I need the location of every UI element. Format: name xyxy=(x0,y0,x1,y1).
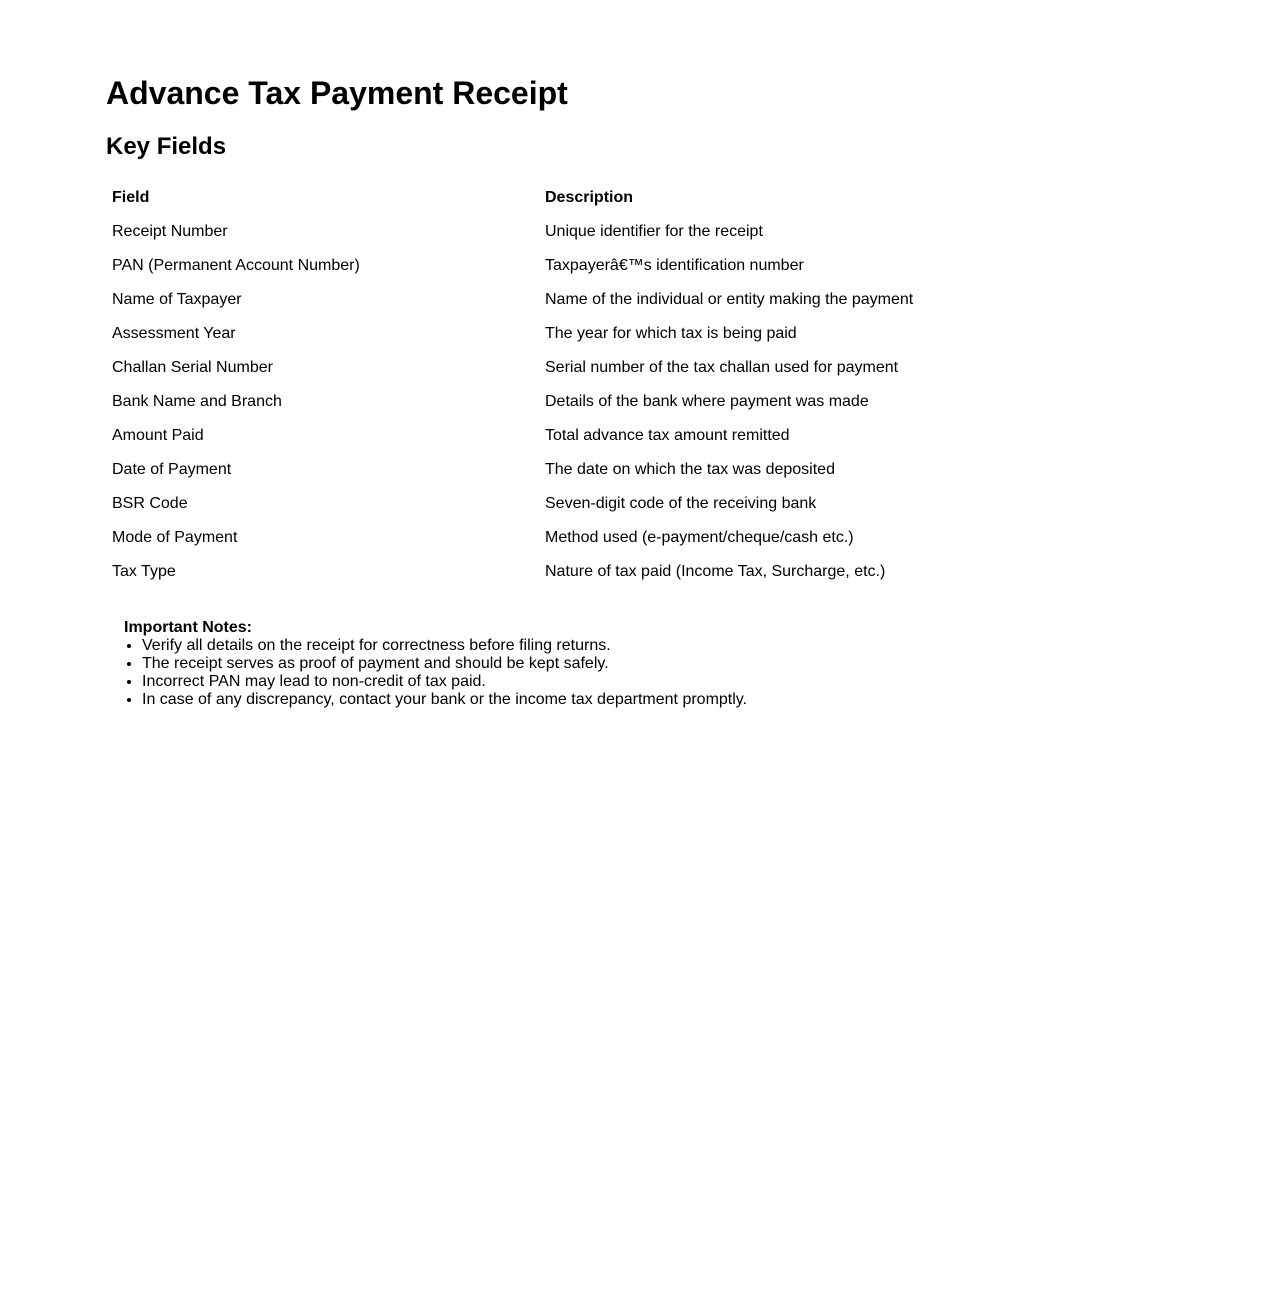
important-notes xyxy=(124,619,747,709)
table-row xyxy=(106,555,1151,589)
field-name: Assessment Year xyxy=(112,325,236,342)
field-description: Nature of tax paid (Income Tax, Surcharge, etc.) xyxy=(545,563,886,580)
field-description: The year for which tax is being paid xyxy=(545,325,797,342)
table-row xyxy=(106,283,1151,317)
field-description: Unique identifier for the receipt xyxy=(545,223,763,240)
field-name: PAN (Permanent Account Number) xyxy=(112,257,360,274)
field-description: Serial number of the tax challan used for payment xyxy=(545,359,899,376)
note-item: • In case of any discrepancy, contact your bank or the income tax department promptly. xyxy=(142,691,747,709)
field-name: Date of Payment xyxy=(112,461,232,478)
field-name: Bank Name and Branch xyxy=(112,393,282,410)
note-item: • The receipt serves as proof of payment and should be kept safely. xyxy=(142,655,747,673)
field-description: Seven-digit code of the receiving bank xyxy=(545,495,817,512)
page-title: Advance Tax Payment Receipt xyxy=(106,75,568,111)
field-name: BSR Code xyxy=(112,495,188,512)
table-row xyxy=(106,419,1151,453)
table-row xyxy=(106,453,1151,487)
table-row xyxy=(106,249,1151,283)
table-header-row xyxy=(106,181,1151,215)
table-row xyxy=(106,215,1151,249)
notes-list xyxy=(124,637,747,709)
notes-title: Important Notes: xyxy=(124,619,252,636)
table-row xyxy=(106,487,1151,521)
field-description: Method used (e-payment/cheque/cash etc.) xyxy=(545,529,854,546)
field-name: Mode of Payment xyxy=(112,529,238,546)
table-row xyxy=(106,521,1151,555)
field-name: Receipt Number xyxy=(112,223,228,240)
table-row xyxy=(106,385,1151,419)
field-description: The date on which the tax was deposited xyxy=(545,461,835,478)
field-name: Amount Paid xyxy=(112,427,204,444)
field-description: Name of the individual or entity making the payment xyxy=(545,291,914,308)
section-heading: Key Fields xyxy=(106,133,227,160)
note-item: • Incorrect PAN may lead to non-credit of tax paid. xyxy=(142,673,747,691)
note-item: • Verify all details on the receipt for correctness before filing returns. xyxy=(142,637,747,655)
field-description: Details of the bank where payment was made xyxy=(545,393,869,410)
field-name: Tax Type xyxy=(112,563,176,580)
column-header-field: Field xyxy=(112,189,150,206)
key-fields-table xyxy=(106,181,1151,589)
field-description: Taxpayerâ€™s identification number xyxy=(545,257,804,274)
table-row xyxy=(106,351,1151,385)
column-header-description: Description xyxy=(545,189,634,206)
field-description: Total advance tax amount remitted xyxy=(545,427,790,444)
table-row xyxy=(106,317,1151,351)
field-name: Challan Serial Number xyxy=(112,359,273,376)
field-name: Name of Taxpayer xyxy=(112,291,242,308)
